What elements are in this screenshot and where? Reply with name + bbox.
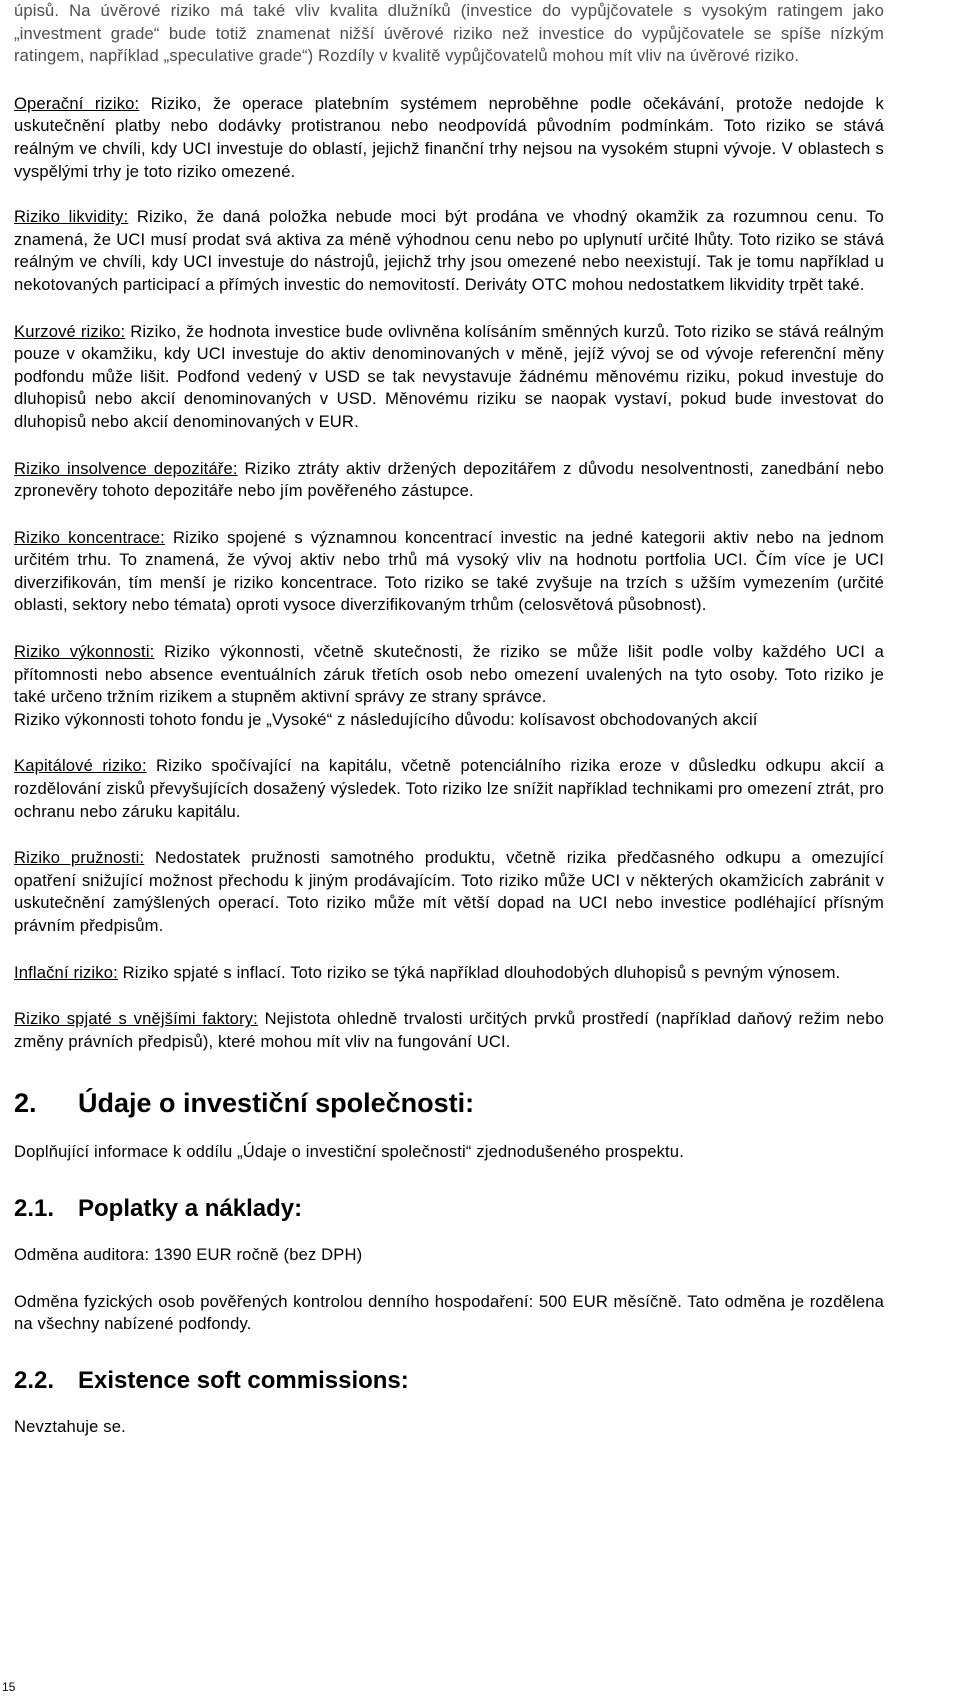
section-2-2-title: Existence soft commissions: <box>78 1366 409 1394</box>
section-2-1-number: 2.1. <box>14 1194 55 1222</box>
external-factors-text: Nejistota ohledně trvalosti určitých prvků prostředí (například daňový režim nebo změny právních předpisů), které mohou mít vliv na fungování UCI. <box>14 1009 884 1051</box>
performance-risk-term: Riziko výkonnosti: <box>14 642 155 662</box>
section-2-2-number: 2.2. <box>14 1366 55 1394</box>
currency-risk-term: Kurzové riziko: <box>14 321 126 341</box>
flexibility-risk-text: Nedostatek pružnosti samotného produktu, včetně rizika předčasného odkupu a omezující opatření snižující možnost přechodu k jiným prodávajícím. Toto riziko může UCI v některých okamžicích zabránit v uskutečnění zamýšlených operací. Toto riziko může mít větší dopad na UCI nebo investice podléhající přísným právním předpisům. <box>14 848 884 935</box>
concentration-risk-term: Riziko koncentrace: <box>14 527 165 547</box>
section-2-1-heading <box>14 1194 884 1224</box>
inflation-risk-paragraph <box>14 962 884 985</box>
liquidity-risk-text: Riziko, že daná položka nebude moci být prodána ve vhodný okamžik za rozumnou cenu. To znamená, že UCI musí prodat svá aktiva za méně výhodnou cenu nebo po uplynutí určité lhůty. Toto riziko se stává reálným ve chvíli, kdy UCI investuje do nástrojů, jejichž trhy jsou omezené nebo neexistují. Tak je tomu například u nekotovaných participací a přímých investic do nemovitostí. Deriváty OTC mohou nedostatkem likvidity trpět také. <box>14 207 884 294</box>
capital-risk-text: Riziko spočívající na kapitálu, včetně potenciálního rizika eroze v důsledku odkupu akcií a rozdělování zisků převyšujících dosažený výsledek. Toto riziko lze snížit například technikami pro omezení ztrát, pro ochranu nebo záruku kapitálu. <box>14 756 884 821</box>
depositary-insolvency-paragraph <box>14 458 884 503</box>
liquidity-risk-paragraph <box>14 206 884 296</box>
performance-risk-extra: Riziko výkonnosti tohoto fondu je „Vysoké“ z následujícího důvodu: kolísavost obchodovaných akcií <box>14 709 758 729</box>
soft-commissions-text: Nevztahuje se. <box>14 1416 126 1436</box>
capital-risk-term: Kapitálové riziko: <box>14 756 147 776</box>
depositary-insolvency-text: Riziko ztráty aktiv držených depozitářem z důvodu nesolventnosti, zanedbání nebo zpronevěry tohoto depozitáře nebo jím pověřeného zástupce. <box>14 458 885 501</box>
control-fee: Odměna fyzických osob pověřených kontrolou denního hospodaření: 500 EUR měsíčně. Tato odměna je rozdělena na všechny nabízené podfondy. <box>14 1291 884 1334</box>
operational-risk-term: Operační riziko: <box>14 93 140 113</box>
concentration-risk-text: Riziko spojené s významnou koncentrací investic na jedné kategorii aktiv nebo na jednom určitém trhu. To znamená, že vývoj aktiv nebo trhů má vysoký vliv na hodnotu portfolia UCI. Čím více je UCI diverzifikován, tím menší je riziko koncentrace. Toto riziko se také zvyšuje na trzích s užším vymezením (určité oblasti, sektory nebo témata) oproti vysoce diverzifikovaným trhům (celosvětová působnost). <box>14 527 884 615</box>
operational-risk-text: Riziko, že operace platebním systémem neproběhne podle očekávání, protože nedojde k uskutečnění platby nebo dodávky protistranou nebo neodpovídá původním podmínkám. Toto riziko se stává reálným ve chvíli, kdy UCI investuje do oblastí, jejichž finanční trhy nejsou na vysokém stupni vývoje. V oblastech s vyspělými trhy je toto riziko omezené. <box>14 93 884 181</box>
currency-risk-text: Riziko, že hodnota investice bude ovlivněna kolísáním směnných kurzů. Toto riziko se stává reálným pouze v okamžiku, kdy UCI investuje do aktiv denominovaných v měně, jejíž vývoj se od vývoje referenční měny podfondu může lišit. Podfond vedený v USD se tak nevystavuje žádnému měnovému riziku, pokud investuje do dluhopisů nebo akcií denominovaných v USD. Měnovému riziku se naopak vystaví, pokud bude investovat do dluhopisů nebo akcií denominovaných v EUR. <box>14 321 884 431</box>
page-number: 15 <box>2 1680 16 1694</box>
external-factors-term: Riziko spjaté s vnějšími faktory: <box>14 1009 258 1029</box>
performance-risk-text: Riziko výkonnosti, včetně skutečnosti, že riziko se může lišit podle volby každého UCI a přítomnosti nebo absence eventuálních záruk třetích osob nebo omezení uvalených na tyto osoby. Toto riziko je také určeno tržním rizikem a stupněm aktivní správy ze strany správce. <box>14 642 885 707</box>
section-2-title: Údaje o investiční společnosti: <box>78 1088 475 1119</box>
inflation-risk-term: Inflační riziko: <box>14 962 118 982</box>
section-2-number: 2. <box>14 1088 37 1119</box>
concentration-risk-paragraph <box>14 527 884 617</box>
depositary-insolvency-term: Riziko insolvence depozitáře: <box>14 458 238 478</box>
currency-risk-paragraph <box>14 321 884 434</box>
flexibility-risk-paragraph <box>14 847 884 937</box>
flexibility-risk-term: Riziko pružnosti: <box>14 848 145 868</box>
inflation-risk-text: Riziko spjaté s inflací. Toto riziko se týká například dlouhodobých dluhopisů s pevným výnosem. <box>117 962 841 982</box>
capital-risk-paragraph <box>14 755 884 823</box>
external-factors-paragraph <box>14 1008 884 1053</box>
section-2-text: Doplňující informace k oddílu „Údaje o investiční společnosti“ zjednodušeného prospektu. <box>14 1142 684 1162</box>
performance-risk-paragraph <box>14 641 884 709</box>
section-2-heading <box>14 1087 884 1119</box>
liquidity-risk-term: Riziko likvidity: <box>14 207 129 227</box>
auditor-fee: Odměna auditora: 1390 EUR ročně (bez DPH) <box>14 1244 363 1264</box>
intro-paragraph: úpisů. Na úvěrové riziko má také vliv kvalita dlužníků (investice do vypůjčovatele s vysokým ratingem jako „investment grade“ bude totiž znamenat nižší úvěrové riziko než investice do vypůjčovatele se spíše nízkým ratingem, například „speculative grade“) Rozdíly v kvalitě vypůjčovatelů mohou mít vliv na úvěrové riziko. <box>14 1 884 66</box>
section-2-2-heading <box>14 1366 884 1396</box>
operational-risk-paragraph <box>14 93 884 183</box>
section-2-1-title: Poplatky a náklady: <box>78 1194 303 1222</box>
document-page <box>14 0 884 1462</box>
